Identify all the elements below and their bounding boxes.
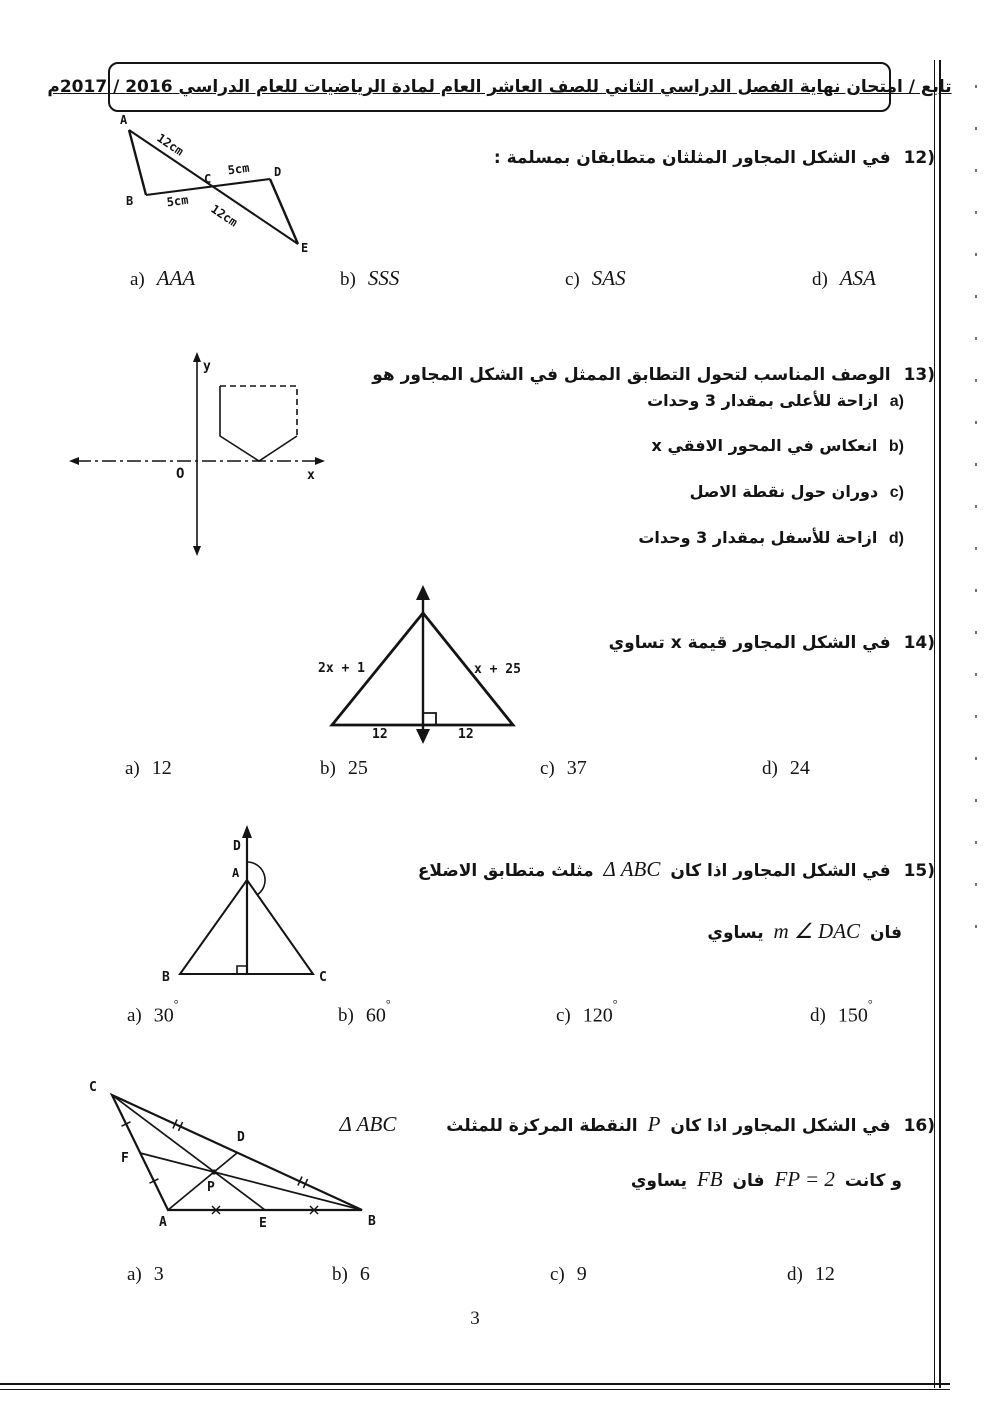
q16-option-a: a) 3 [127,1263,164,1285]
q12-text [494,148,935,168]
q12-option-a: a) AAA [130,266,196,290]
q15-math-angle: m ∠ DAC [773,919,861,943]
vertex-label-c: C [89,1080,97,1095]
q13-option-c: c) دوران حول نقطة الاصل [689,482,904,501]
page-frame-bottom [0,1383,950,1390]
q14-figure [300,580,562,752]
q16-text-line1: 16) في الشكل المجاور اذا كان P النقطة المركزة للمثلث Δ ABC [335,1112,935,1137]
q12-option-c: c) SAS [565,266,626,290]
header-box [47,62,952,112]
q14-option-d: d) 24 [762,757,810,779]
q15-number: 15) [903,861,935,881]
q14-option-a: a) 12 [125,757,172,779]
q13-text-ar: الوصف المناسب لتحول التطابق الممثل في الشكل المجاور هو [372,365,891,385]
vertex-label-a: A [232,866,240,880]
midpoint-label-e: E [259,1216,267,1231]
vertex-label-b: B [368,1214,376,1229]
scan-artifact-dots [975,85,977,955]
q14-number: 14) [903,633,935,653]
vertex-label-b: B [162,970,170,985]
q16-figure [75,1075,397,1247]
q14-option-b: b) 25 [320,757,368,779]
side-label-right: x + 25 [474,662,521,677]
q15-option-d: d) 150° [810,997,873,1027]
segment-label-ce: 12cm [208,201,241,230]
vertex-label-a: A [159,1215,167,1230]
vertex-label-d: D [274,165,282,179]
segment-label-bc: 5cm [165,192,190,210]
centroid-label-p: P [207,1180,215,1195]
vertex-label-c: C [204,172,212,186]
q13-option-d: d) ازاحة للأسفل بمقدار 3 وحدات [638,528,904,547]
q13-option-b: b) انعكاس في المحور الافقي x [651,436,904,455]
q12-figure [98,106,350,258]
q12-option-b: b) SSS [340,266,400,290]
q13-option-a: a) ازاحة للأعلى بمقدار 3 وحدات [647,391,904,410]
base-label-right: 12 [458,727,474,742]
vertex-label-b: B [126,194,134,208]
page-number: 3 [470,1308,480,1329]
q15-text-line2: فان m ∠ DAC يساوي [707,919,902,943]
q14-text-ar: في الشكل المجاور قيمة x تساوي [608,633,891,653]
q16-option-d: d) 12 [787,1263,835,1285]
vertex-label-e: E [301,241,309,255]
q16-math-fp: FP = 2 [774,1167,835,1191]
q12-number: 12) [903,148,935,168]
q14-text [609,633,935,653]
midpoint-label-d: D [237,1130,245,1145]
q16-math-triangle: Δ ABC [339,1112,397,1136]
q15-math-triangle: Δ ABC [603,857,661,881]
axis-label-x: x [307,468,315,483]
axis-label-y: y [203,359,211,374]
vertex-label-d: D [233,839,241,854]
side-label-left: 2x + 1 [318,661,365,676]
q13-number: 13) [903,365,935,385]
q16-text-line2: و كانت FP = 2 فان FB يساوي [630,1167,902,1191]
segment-label-ac: 12cm [154,130,187,159]
vertex-label-a: A [120,113,128,127]
q15-option-b: b) 60° [338,997,391,1027]
q16-option-b: b) 6 [332,1263,370,1285]
q15-option-c: c) 120° [556,997,618,1027]
q14-option-c: c) 37 [540,757,587,779]
vertex-label-c: C [319,970,327,985]
header-title: تابع / امتحان نهاية الفصل الدراسي الثاني للصف العاشر العام لمادة الرياضيات للعام الدراسي 2016 / 2017م [47,77,952,97]
q12-option-d: d) ASA [812,266,876,290]
q15-option-a: a) 30° [127,997,179,1027]
q12-text-ar: في الشكل المجاور المثلثان متطابقان بمسلمة : [493,148,891,168]
q16-math-p: P [647,1112,661,1136]
q16-option-c: c) 9 [550,1263,587,1285]
q15-text-line1: 15) في الشكل المجاور اذا كان Δ ABC مثلث متطابق الاضلاع [417,857,935,881]
segment-label-cd: 5cm [226,160,251,178]
origin-label: O [176,466,185,482]
q15-figure [140,820,362,1002]
q16-math-fb: FB [696,1167,723,1191]
page-frame-right [934,60,941,1388]
base-label-left: 12 [372,727,388,742]
q13-figure [62,344,354,576]
q16-number: 16) [903,1116,935,1136]
q13-text [372,365,935,385]
midpoint-label-f: F [121,1151,129,1166]
